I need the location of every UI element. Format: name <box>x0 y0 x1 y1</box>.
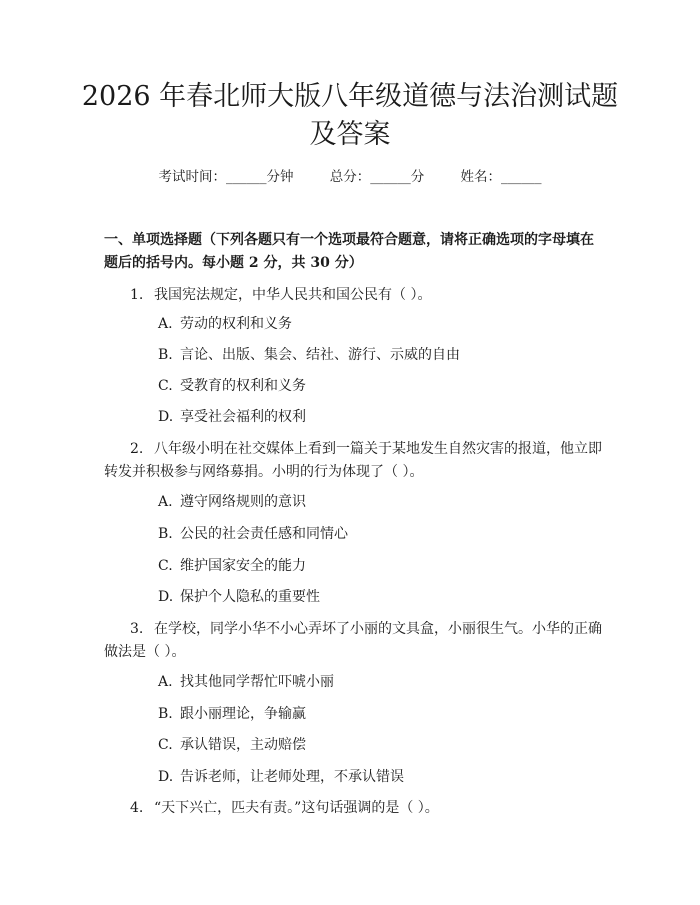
student-name-field: 姓名：______ <box>460 169 542 185</box>
question-2-cont: 转发并积极参与网络募捐。小明的行为体现了（ ）。 <box>104 464 424 480</box>
question-number: 3. <box>130 621 144 637</box>
option-text: 公民的社会责任感和同情心 <box>180 526 348 542</box>
option-2b <box>158 523 598 546</box>
option-letter: D. <box>158 769 174 785</box>
option-text: 劳动的权利和义务 <box>180 316 292 332</box>
option-3a <box>158 671 598 694</box>
exam-meta <box>0 166 700 188</box>
question-4 <box>104 797 604 820</box>
total-score-field: 总分：______分 <box>329 169 425 185</box>
option-letter: D. <box>158 409 174 425</box>
question-number: 4. <box>130 800 144 816</box>
page-title-line2: 及答案 <box>309 119 391 150</box>
option-2d <box>158 586 598 609</box>
option-text: 受教育的权利和义务 <box>180 378 306 394</box>
option-letter: B. <box>158 526 173 542</box>
question-3 <box>104 618 604 641</box>
option-text: 承认错误，主动赔偿 <box>180 737 306 753</box>
option-1b <box>158 344 598 367</box>
section-heading-line2: 题后的括号内。每小题 2 分，共 30 分） <box>104 255 363 271</box>
option-2c <box>158 555 598 578</box>
option-letter: B. <box>158 706 173 722</box>
option-text: 遵守网络规则的意识 <box>180 494 306 510</box>
option-3b <box>158 703 598 726</box>
option-text: 享受社会福利的权利 <box>180 409 306 425</box>
question-number: 1. <box>130 287 144 303</box>
question-text: 八年级小明在社交媒体上看到一篇关于某地发生自然灾害的报道，他立即 <box>154 441 602 457</box>
question-text: “天下兴亡，匹夫有责。”这句话强调的是（ ）。 <box>154 800 439 816</box>
option-letter: C. <box>158 378 173 394</box>
question-number: 2. <box>130 441 144 457</box>
option-text: 告诉老师，让老师处理，不承认错误 <box>180 769 404 785</box>
question-3-cont: 做法是（ ）。 <box>104 644 186 660</box>
option-letter: B. <box>158 347 173 363</box>
option-letter: A. <box>158 316 173 332</box>
option-letter: A. <box>158 494 173 510</box>
option-text: 言论、出版、集会、结社、游行、示威的自由 <box>180 347 460 363</box>
option-2a <box>158 491 598 514</box>
option-letter: A. <box>158 674 173 690</box>
option-1c <box>158 375 598 398</box>
option-1d <box>158 406 598 429</box>
option-text: 跟小丽理论，争输赢 <box>180 706 306 722</box>
exam-time-field: 考试时间：______分钟 <box>158 169 294 185</box>
option-3d <box>158 766 598 789</box>
question-text: 在学校，同学小华不小心弄坏了小丽的文具盒，小丽很生气。小华的正确 <box>154 621 602 637</box>
option-letter: C. <box>158 558 173 574</box>
question-1 <box>104 284 604 307</box>
option-3c <box>158 734 598 757</box>
question-text: 我国宪法规定，中华人民共和国公民有（ ）。 <box>154 287 432 303</box>
page-title: 2026 年春北师大版八年级道德与法治测试题 <box>81 81 619 112</box>
option-letter: C. <box>158 737 173 753</box>
option-letter: D. <box>158 589 174 605</box>
option-1a <box>158 313 598 336</box>
question-2 <box>104 438 604 461</box>
option-text: 保护个人隐私的重要性 <box>180 589 320 605</box>
option-text: 维护国家安全的能力 <box>180 558 306 574</box>
section-heading: 一、单项选择题（下列各题只有一个选项最符合题意，请将正确选项的字母填在 <box>104 232 594 248</box>
option-text: 找其他同学帮忙吓唬小丽 <box>180 674 334 690</box>
